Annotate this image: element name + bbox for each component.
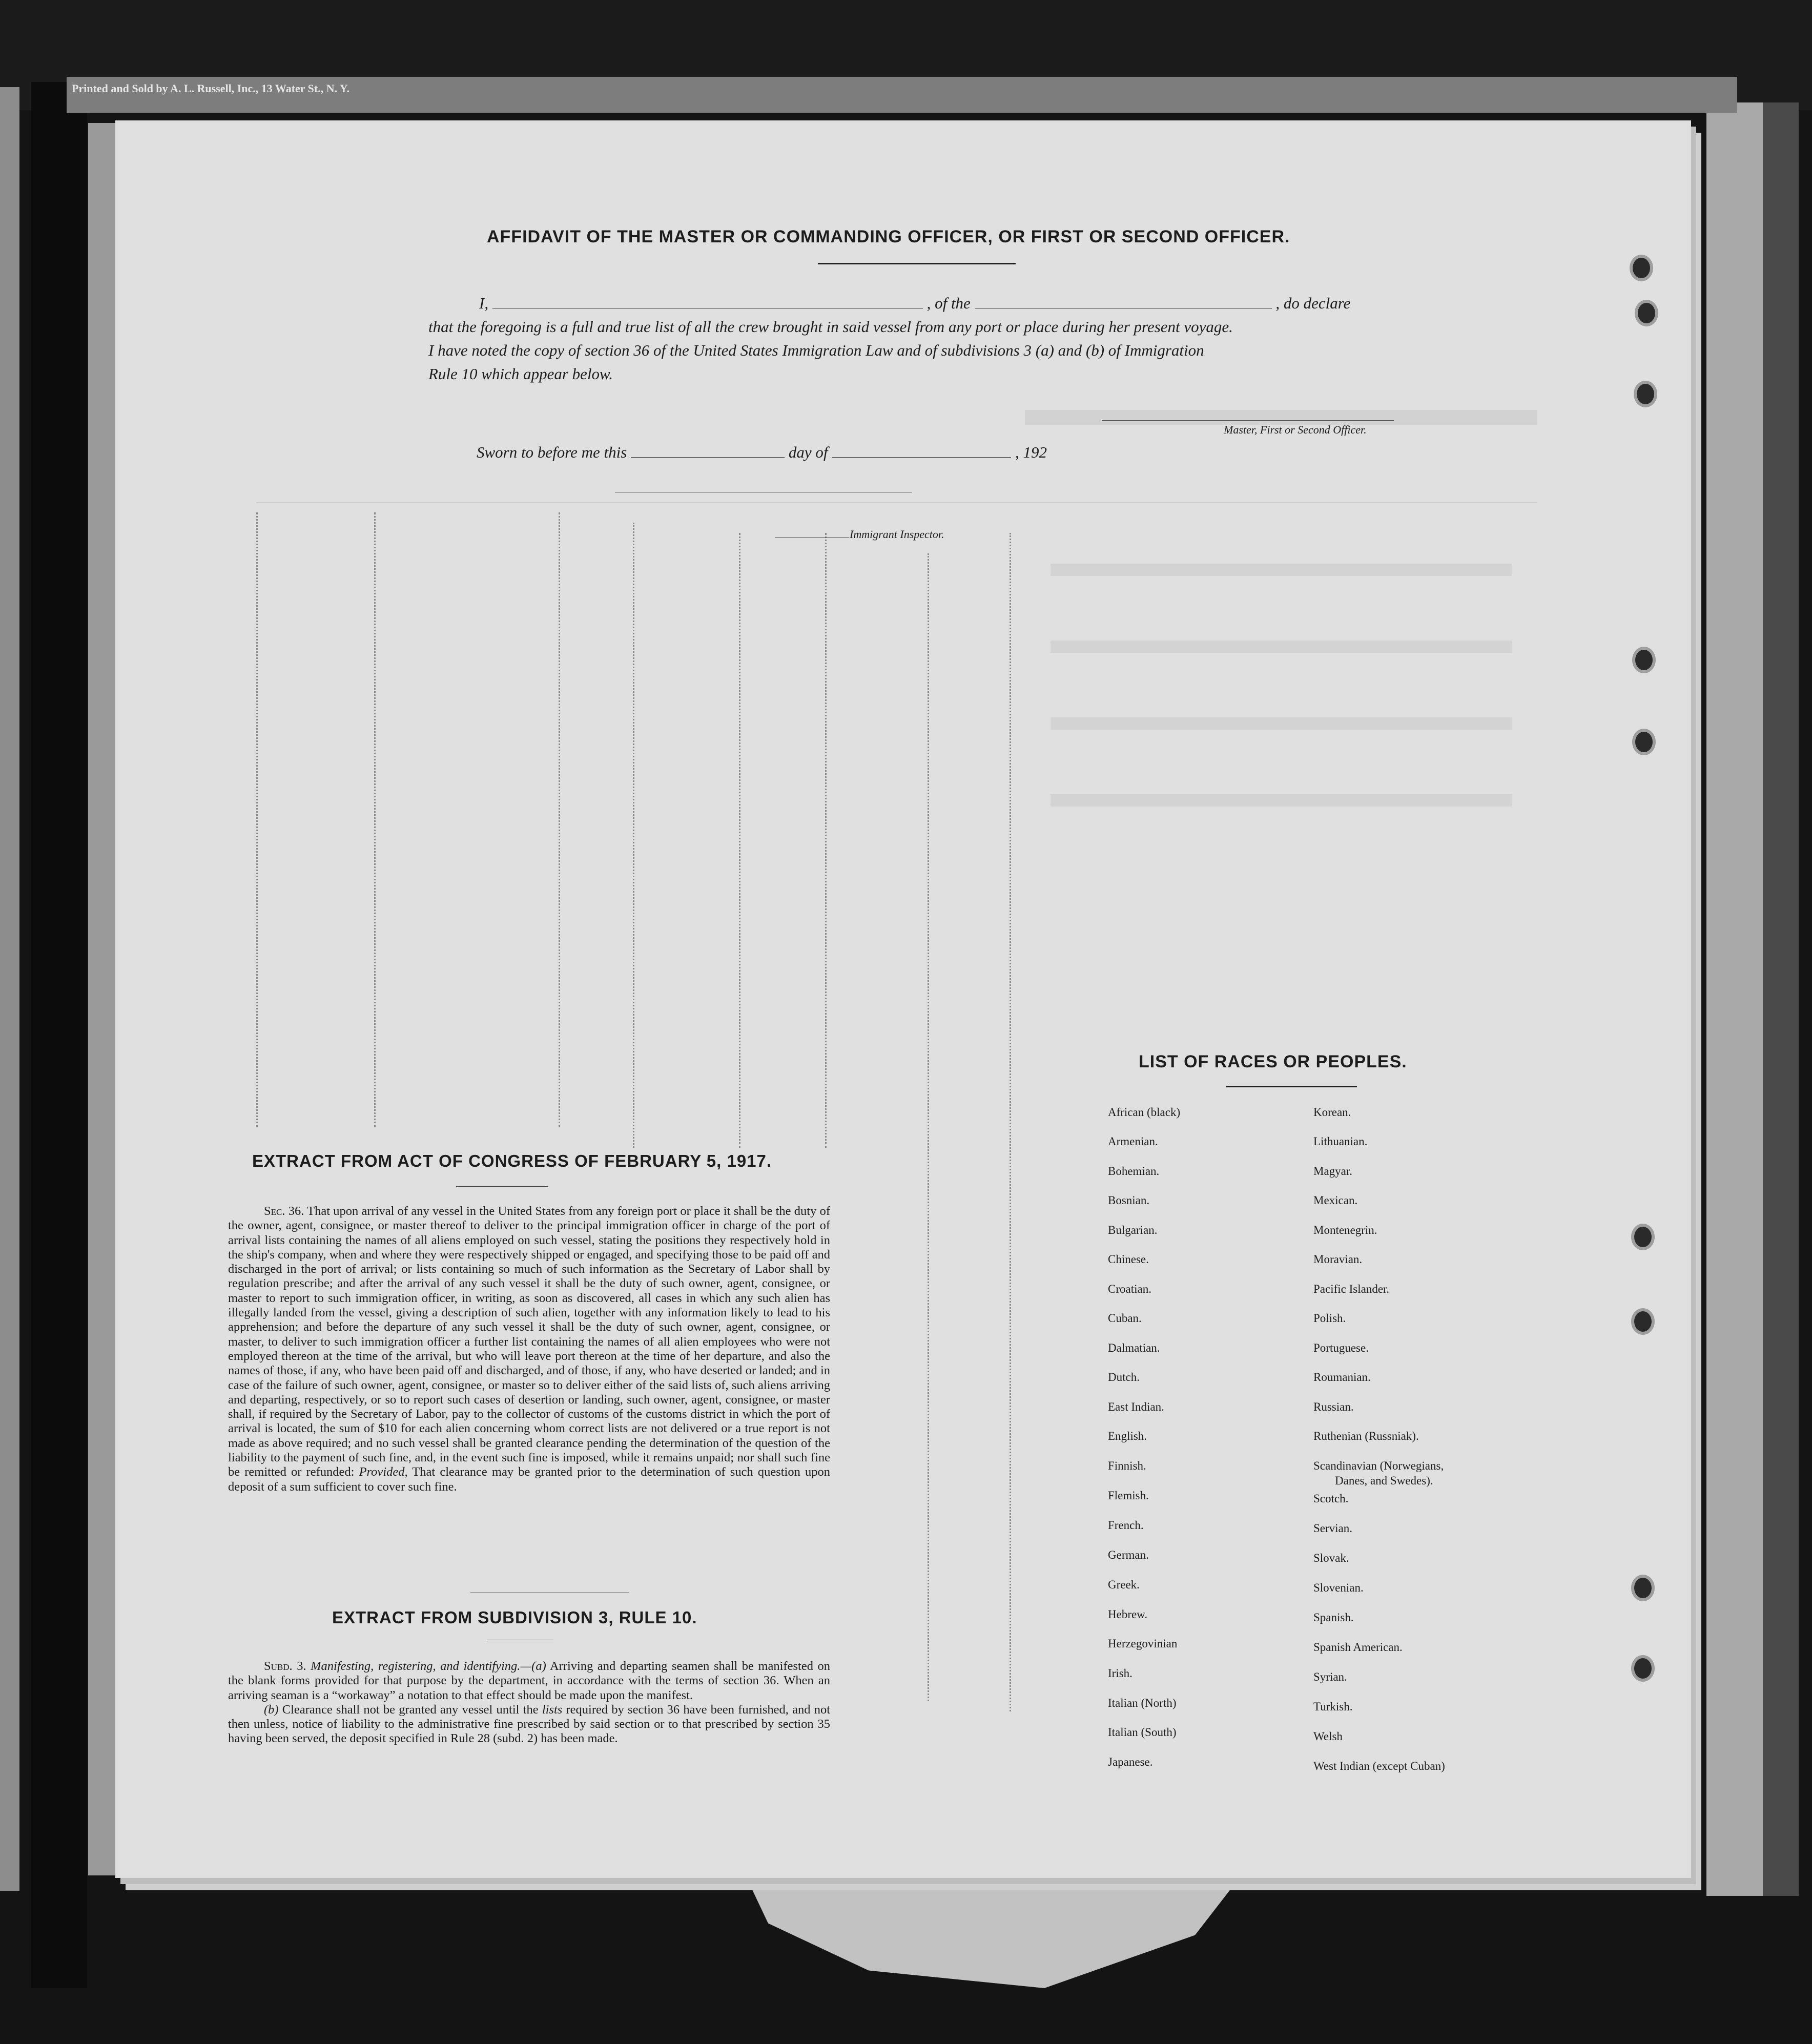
race-item: English. [1108, 1430, 1147, 1442]
section-36-text [228, 1204, 830, 1494]
race-item: Lithuanian. [1313, 1135, 1368, 1148]
race-item: Dalmatian. [1108, 1341, 1160, 1354]
race-item: Irish. [1108, 1667, 1132, 1680]
race-item: Japanese. [1108, 1756, 1153, 1768]
race-item: Pacific Islander. [1313, 1283, 1390, 1295]
binder-hole [1631, 1308, 1655, 1335]
race-item: African (black) [1108, 1106, 1181, 1119]
declarant-label: I, [479, 294, 489, 312]
sworn-label: Sworn to before me this [477, 443, 627, 461]
column-rule [1010, 533, 1011, 1711]
master-signature-line [1102, 420, 1394, 421]
race-item: West Indian (except Cuban) [1313, 1760, 1445, 1772]
declaration-text-3: I have noted the copy of section 36 of the United States Immigration Law and of subdivisions 3 (a) and (b) of Immigration [428, 341, 1204, 359]
race-item: Turkish. [1313, 1700, 1353, 1713]
column-rule [739, 533, 740, 1148]
race-item: Finnish. [1108, 1459, 1146, 1472]
race-item: Portuguese. [1313, 1341, 1369, 1354]
race-item: German. [1108, 1549, 1149, 1561]
stacked-pages-edge [1706, 102, 1763, 1896]
rule-extract-title: EXTRACT FROM SUBDIVISION 3, RULE 10. [332, 1608, 697, 1627]
subd-b-text-1: Clearance shall not be granted any vessel until the [282, 1702, 539, 1717]
race-item: Korean. [1313, 1106, 1351, 1119]
race-item: Herzegovinian [1108, 1637, 1178, 1650]
race-item: Danes, and Swedes). [1335, 1474, 1433, 1487]
race-item: Syrian. [1313, 1670, 1347, 1683]
column-rule [374, 512, 376, 1127]
subd-heading: Manifesting, registering, and identifying.—(a) [311, 1659, 546, 1673]
race-item: Spanish. [1313, 1611, 1354, 1624]
race-item: Dutch. [1108, 1371, 1140, 1384]
race-item: Servian. [1313, 1522, 1353, 1535]
race-item: Bulgarian. [1108, 1224, 1158, 1236]
act-title-rule [456, 1186, 548, 1187]
master-caption: Master, First or Second Officer. [1224, 423, 1367, 436]
column-rule [559, 512, 560, 1127]
affidavit-title: AFFIDAVIT OF THE MASTER OR COMMANDING OFFICER, OR FIRST OR SECOND OFFICER. [487, 227, 1290, 246]
inspector-caption: Immigrant Inspector. [850, 528, 944, 541]
act-extract-title: EXTRACT FROM ACT OF CONGRESS OF FEBRUARY 5, 1917. [252, 1151, 772, 1170]
adjacent-page-edge [0, 87, 19, 1891]
race-item: Bohemian. [1108, 1165, 1160, 1178]
race-item: Slovenian. [1313, 1581, 1364, 1594]
race-item: Russian. [1313, 1400, 1354, 1413]
year-label: , 192 [1015, 443, 1047, 461]
subdivision-3-text [228, 1659, 830, 1746]
subd-a-text: Arriving and departing seamen shall be manifested on the blank forms provided for that purpose by the department, in accordance with the terms of section 36. When an arriving seaman is a “workaway” a notation to that effect should be made upon the manifest. [228, 1659, 830, 1702]
column-rule [256, 512, 258, 1127]
column-rule [928, 553, 929, 1701]
column-rule [633, 523, 634, 1148]
race-item: Welsh [1313, 1730, 1343, 1743]
race-item: Italian (South) [1108, 1726, 1177, 1739]
printer-credit: Printed and Sold by A. L. Russell, Inc., 13 Water St., N. Y. [72, 82, 350, 95]
title-underline [818, 263, 1016, 264]
paper-flap [743, 1870, 1245, 1988]
race-item: Scandinavian (Norwegians, [1313, 1459, 1444, 1472]
binder-hole [1632, 647, 1656, 673]
race-item: Magyar. [1313, 1165, 1353, 1178]
column-rule [825, 533, 827, 1148]
binder-hole [1634, 381, 1657, 407]
month-blank [832, 457, 1011, 458]
race-item: Spanish American. [1313, 1641, 1403, 1654]
race-item: Polish. [1313, 1312, 1346, 1325]
subd-b-label: (b) [264, 1702, 279, 1717]
sec-body-1: That upon arrival of any vessel in the United States from any foreign port or place it shall be the duty of the owner, agent, consignee, or master thereof to deliver to the principal immigration officer in charge of the port of arrival lists containing the names of all aliens employed on such vessel, stating the positions they respectively hold in the ship's company, when and where they were respectively shipped or engaged, and specifying those to be paid off and discharged in the port of arrival; or lists containing so much of such information as the Secretary of Labor shall by regulation prescribe; and after the arrival of any such vessel it shall be the duty of such owner, agent, consignee, or master to report to such immigration officer, in writing, as soon as discovered, all cases in which any such alien has illegally landed from the vessel, giving a description of such alien, together with any information likely to lead to his apprehension; and before the departure of any such vessel it shall be the duty of such owner, agent, consignee, or master, to deliver to such immigration officer a further list containing the names of all alien employees who were not employed thereon at the time of the arrival, but who will leave port thereon at the time of her departure, and also the names of those, if any, who have been paid off and discharged, and of those, if any, who have deserted or landed; and in case of the failure of such owner, agent, consignee, or master so to deliver either of the said lists of, such aliens arriving and departing, respectively, or so to report such cases of desertion or landing, such owner, agent, consignee, or master shall, if required by the Secretary of Labor, pay to the collector of customs of the customs district in which the port of arrival is located, the sum of $10 for each alien concerning whom correct lists are not delivered or a true report is not made as above required; and no such vessel shall be granted clearance pending the determination of the question of the liability to the payment of such fine, and, in the event such fine is imposed, while it remains unpaid; nor shall such fine be remitted or refunded: [228, 1204, 830, 1479]
binder-hole [1631, 1655, 1655, 1682]
race-item: Italian (North) [1108, 1697, 1177, 1709]
race-item: Roumanian. [1313, 1371, 1371, 1384]
race-item: Chinese. [1108, 1253, 1149, 1266]
race-item: Cuban. [1108, 1312, 1142, 1325]
race-item: French. [1108, 1519, 1144, 1532]
race-item: Greek. [1108, 1578, 1140, 1591]
binder-hole [1630, 255, 1653, 281]
sec-body-2: That clearance may be granted prior to the determination of such question upon deposit of a sum sufficient to cover such fine. [228, 1465, 830, 1494]
race-item: Bosnian. [1108, 1194, 1150, 1207]
binder-hole [1632, 729, 1656, 755]
races-title-underline [1226, 1086, 1357, 1087]
subd-b-text-2: required by section 36 have been furnished, and not then unless, notice of liability to the administrative fine prescribed by said section or to that prescribed by section 35 having been served, the deposit specified in Rule 28 (subd. 2) has been made. [228, 1702, 830, 1746]
races-list-title: LIST OF RACES OR PEOPLES. [1139, 1052, 1407, 1071]
sec-label: Sec. 36. [264, 1204, 304, 1218]
declaration-line [479, 294, 1350, 313]
race-item: Ruthenian (Russniak). [1313, 1430, 1419, 1442]
binder-hole [1631, 1224, 1655, 1250]
underlying-sheet-edge [88, 123, 119, 1875]
subd-label: Subd. 3. [264, 1659, 306, 1673]
sworn-line [477, 443, 1047, 462]
binder-hole [1631, 1575, 1655, 1601]
race-item: Flemish. [1108, 1489, 1149, 1502]
binder-hole [1635, 300, 1658, 326]
race-item: Croatian. [1108, 1283, 1151, 1295]
declaration-text-2: that the foregoing is a full and true list of all the crew brought in said vessel from any port or place during her present voyage. [428, 318, 1233, 336]
sec-provided: Provided, [359, 1465, 408, 1479]
race-item: East Indian. [1108, 1400, 1164, 1413]
race-item: Mexican. [1313, 1194, 1358, 1207]
subd-b-lists: lists [542, 1702, 563, 1717]
binding-shadow [31, 82, 87, 1988]
race-item: Montenegrin. [1313, 1224, 1377, 1236]
race-item: Moravian. [1313, 1253, 1363, 1266]
race-item: Armenian. [1108, 1135, 1158, 1148]
day-blank [631, 457, 785, 458]
day-of-label: day of [788, 443, 828, 461]
of-the-label: , of the [926, 294, 971, 312]
declaration-text-4: Rule 10 which appear below. [428, 365, 613, 383]
race-item: Slovak. [1313, 1552, 1349, 1564]
race-item: Scotch. [1313, 1492, 1349, 1505]
do-declare-label: , do declare [1275, 294, 1351, 312]
race-item: Hebrew. [1108, 1608, 1148, 1621]
right-shadow [1763, 102, 1799, 1896]
